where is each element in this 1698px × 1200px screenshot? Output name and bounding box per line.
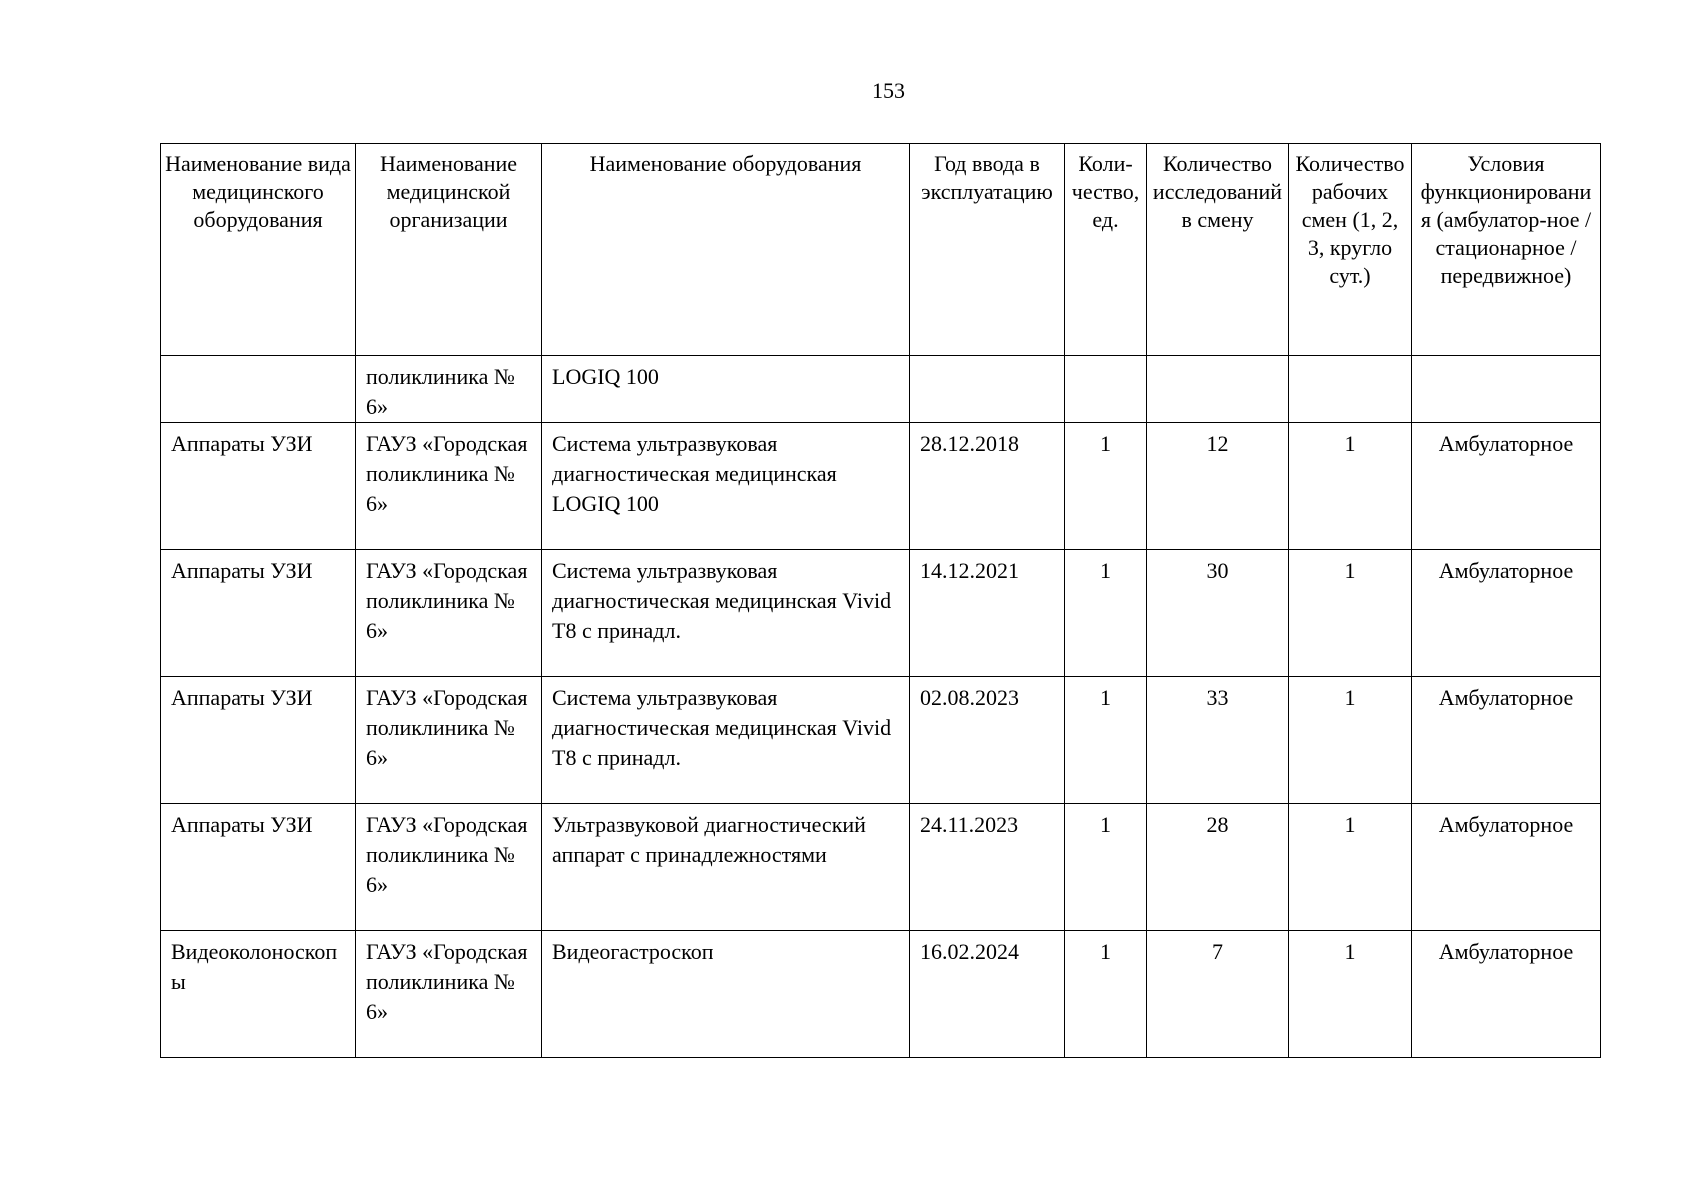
cell-organization: поликлиника № 6» <box>356 356 542 423</box>
cell-equipment-type: Аппараты УЗИ <box>161 550 356 677</box>
header-equipment-name: Наименование оборудования <box>542 144 910 356</box>
cell-shift-count: 1 <box>1289 931 1412 1058</box>
cell-equipment-type: Аппараты УЗИ <box>161 423 356 550</box>
cell-organization: ГАУЗ «Городская поликлиника № 6» <box>356 550 542 677</box>
table-row <box>161 356 1601 423</box>
table-row <box>161 677 1601 804</box>
cell-commission-date <box>910 356 1065 423</box>
cell-operating-conditions: Амбулаторное <box>1412 677 1601 804</box>
cell-quantity: 1 <box>1065 804 1147 931</box>
header-equipment-type: Наименование вида медицинского оборудования <box>161 144 356 356</box>
header-commission-year: Год ввода в эксплуатацию <box>910 144 1065 356</box>
cell-operating-conditions: Амбулаторное <box>1412 423 1601 550</box>
cell-shift-count: 1 <box>1289 550 1412 677</box>
cell-studies-per-shift: 7 <box>1147 931 1289 1058</box>
header-quantity: Коли-чество, ед. <box>1065 144 1147 356</box>
cell-organization: ГАУЗ «Городская поликлиника № 6» <box>356 423 542 550</box>
table-header-row <box>161 144 1601 356</box>
header-organization: Наименование медицинской организации <box>356 144 542 356</box>
table-row <box>161 423 1601 550</box>
cell-commission-date: 28.12.2018 <box>910 423 1065 550</box>
cell-organization: ГАУЗ «Городская поликлиника № 6» <box>356 677 542 804</box>
cell-equipment-name: Система ультразвуковая диагностическая медицинская LOGIQ 100 <box>542 423 910 550</box>
table-row <box>161 804 1601 931</box>
cell-equipment-type: Аппараты УЗИ <box>161 677 356 804</box>
equipment-table <box>160 143 1601 1058</box>
cell-equipment-type <box>161 356 356 423</box>
header-operating-conditions: Условия функционирования (амбулатор-ное / стационарное / передвижное) <box>1412 144 1601 356</box>
cell-equipment-name: LOGIQ 100 <box>542 356 910 423</box>
cell-studies-per-shift: 12 <box>1147 423 1289 550</box>
header-studies-per-shift: Количество исследований в смену <box>1147 144 1289 356</box>
cell-equipment-type: Видеоколоноскопы <box>161 931 356 1058</box>
cell-commission-date: 24.11.2023 <box>910 804 1065 931</box>
cell-operating-conditions: Амбулаторное <box>1412 931 1601 1058</box>
cell-studies-per-shift: 28 <box>1147 804 1289 931</box>
header-shift-count: Количество рабочих смен (1, 2, 3, кругло сут.) <box>1289 144 1412 356</box>
cell-commission-date: 14.12.2021 <box>910 550 1065 677</box>
cell-shift-count <box>1289 356 1412 423</box>
cell-organization: ГАУЗ «Городская поликлиника № 6» <box>356 804 542 931</box>
table-row <box>161 931 1601 1058</box>
cell-shift-count: 1 <box>1289 423 1412 550</box>
cell-commission-date: 16.02.2024 <box>910 931 1065 1058</box>
cell-quantity: 1 <box>1065 550 1147 677</box>
cell-equipment-type: Аппараты УЗИ <box>161 804 356 931</box>
cell-quantity: 1 <box>1065 931 1147 1058</box>
cell-shift-count: 1 <box>1289 804 1412 931</box>
cell-operating-conditions: Амбулаторное <box>1412 804 1601 931</box>
cell-studies-per-shift: 33 <box>1147 677 1289 804</box>
cell-equipment-name: Система ультразвуковая диагностическая медицинская Vivid T8 с принадл. <box>542 677 910 804</box>
cell-quantity: 1 <box>1065 677 1147 804</box>
cell-equipment-name: Ультразвуковой диагностический аппарат с принадлежностями <box>542 804 910 931</box>
cell-operating-conditions: Амбулаторное <box>1412 550 1601 677</box>
page-number: 153 <box>872 78 905 103</box>
cell-studies-per-shift: 30 <box>1147 550 1289 677</box>
cell-operating-conditions <box>1412 356 1601 423</box>
cell-quantity <box>1065 356 1147 423</box>
cell-organization: ГАУЗ «Городская поликлиника № 6» <box>356 931 542 1058</box>
cell-quantity: 1 <box>1065 423 1147 550</box>
cell-equipment-name: Видеогастроскоп <box>542 931 910 1058</box>
cell-shift-count: 1 <box>1289 677 1412 804</box>
cell-equipment-name: Система ультразвуковая диагностическая медицинская Vivid T8 с принадл. <box>542 550 910 677</box>
table-row <box>161 550 1601 677</box>
cell-studies-per-shift <box>1147 356 1289 423</box>
cell-commission-date: 02.08.2023 <box>910 677 1065 804</box>
